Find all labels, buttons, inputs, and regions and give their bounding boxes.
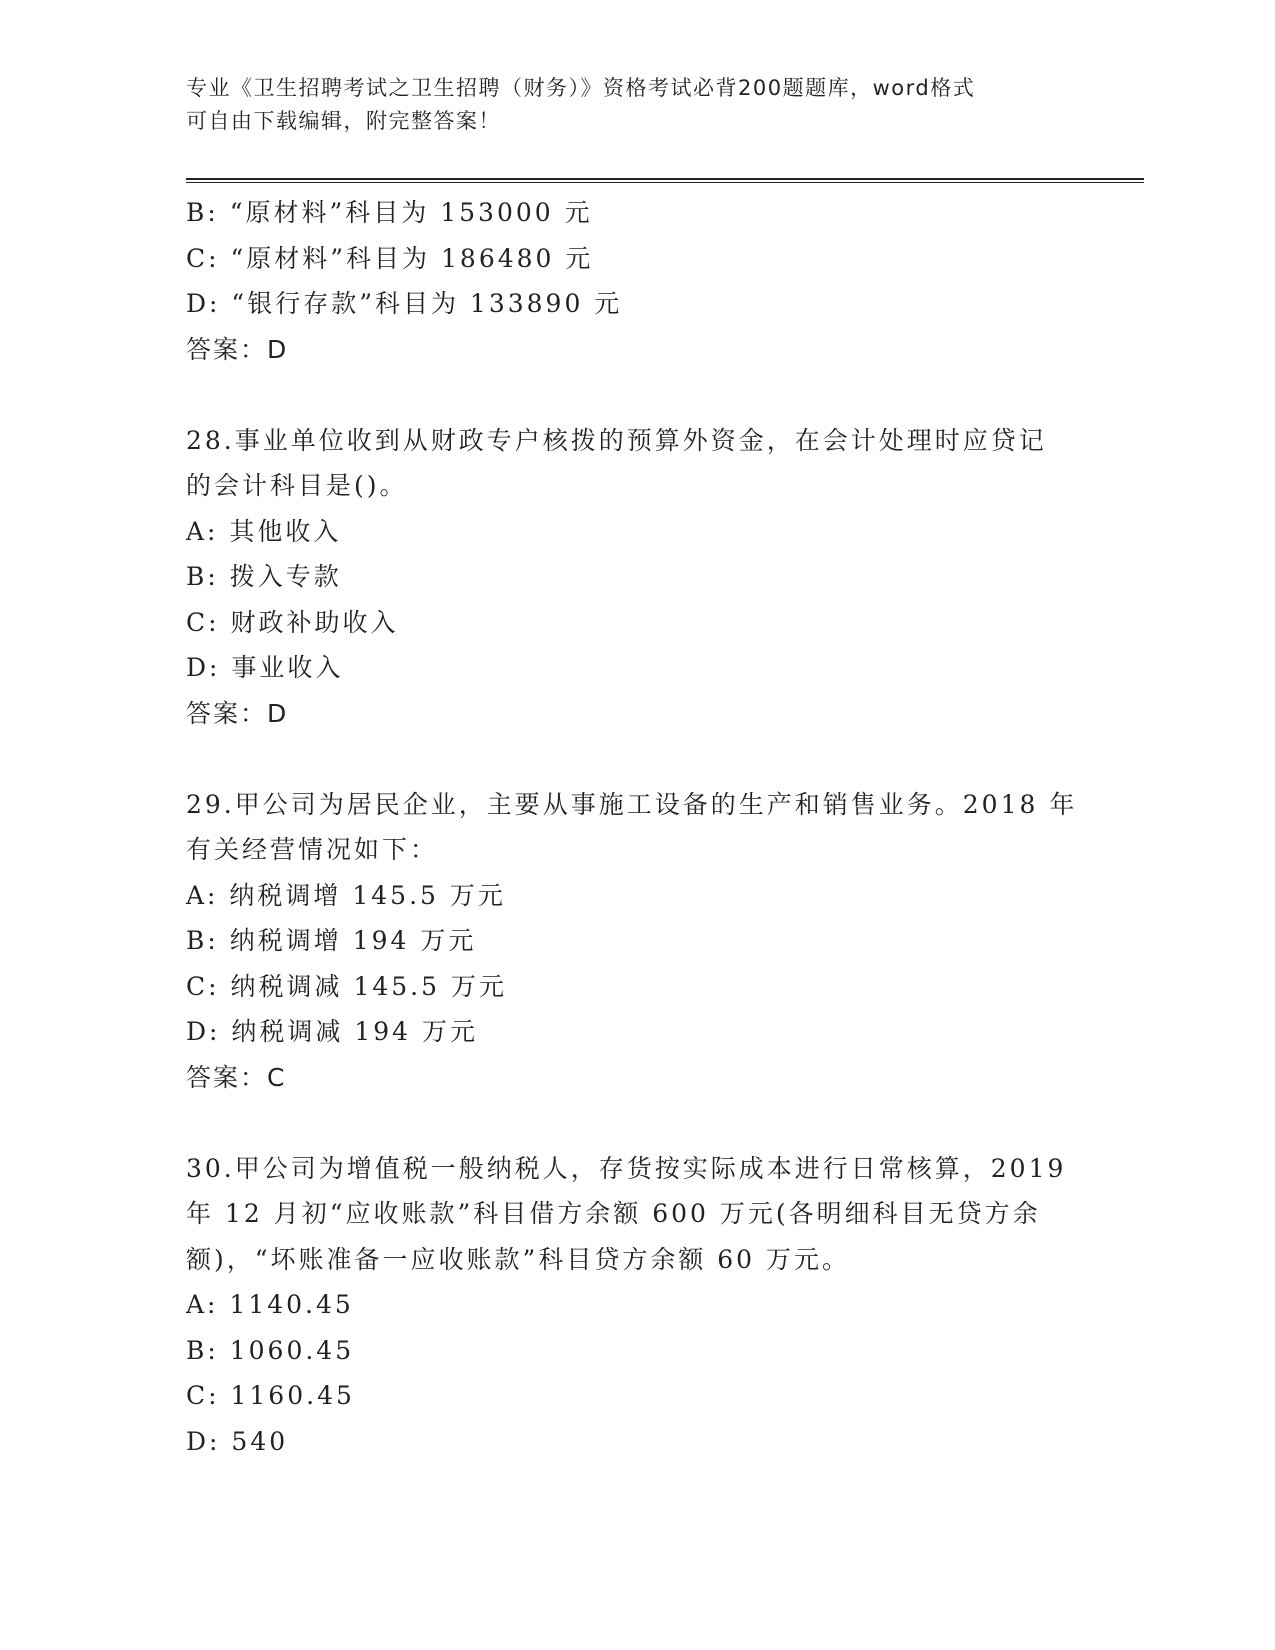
option-b: B: 拨入专款 (186, 562, 342, 591)
option-d: D: 纳税调减 194 万元 (186, 1017, 479, 1046)
answer-label: 答案：D (186, 334, 289, 364)
header-divider-thin (186, 182, 1144, 183)
option-a: A: 其他收入 (186, 516, 342, 546)
option-c: C: 纳税调减 145.5 万元 (186, 971, 507, 1001)
option-a: A: 纳税调增 145.5 万元 (186, 880, 506, 910)
question-stem-line: 30.甲公司为增值税一般纳税人，存货按实际成本进行日常核算，2019 (186, 1153, 1067, 1183)
option-d: D: “银行存款”科目为 133890 元 (186, 289, 623, 318)
answer-label: 答案：C (186, 1062, 287, 1092)
question-stem-line: 额)，“坏账准备一应收账款”科目贷方余额 60 万元。 (186, 1244, 851, 1274)
question-stem-line: 年 12 月初“应收账款”科目借方余额 600 万元(各明细科目无贷方余 (186, 1199, 1041, 1228)
header-title-line-2: 可自由下载编辑，附完整答案！ (186, 109, 501, 133)
option-c: C: 1160.45 (186, 1381, 355, 1410)
question-stem-line: 有关经营情况如下： (186, 835, 439, 864)
question-stem-line: 28.事业单位收到从财政专户核拨的预算外资金，在会计处理时应贷记 (186, 425, 1047, 455)
question-list (186, 190, 1086, 1464)
option-b: B: “原材料”科目为 153000 元 (186, 198, 593, 227)
question-28 (186, 418, 1086, 737)
option-a: A: 1140.45 (186, 1290, 354, 1319)
question-30 (186, 1146, 1086, 1465)
question-27-continued (186, 190, 1086, 372)
option-d: D: 540 (186, 1426, 289, 1456)
answer-label: 答案：D (186, 698, 289, 728)
question-stem-line: 29.甲公司为居民企业，主要从事施工设备的生产和销售业务。2018 年 (186, 789, 1078, 819)
option-c: C: 财政补助收入 (186, 607, 399, 637)
header-divider-thick (186, 178, 1144, 180)
question-29 (186, 782, 1086, 1101)
option-b: B: 1060.45 (186, 1335, 355, 1365)
option-b: B: 纳税调增 194 万元 (186, 926, 477, 955)
option-d: D: 事业收入 (186, 653, 344, 682)
header-title-line-1: 专业《卫生招聘考试之卫生招聘（财务）》资格考试必背200题题库，word格式 (186, 76, 976, 100)
option-c: C: “原材料”科目为 186480 元 (186, 243, 594, 273)
document-header (186, 72, 1076, 138)
question-stem-line: 的会计科目是()。 (186, 471, 408, 500)
